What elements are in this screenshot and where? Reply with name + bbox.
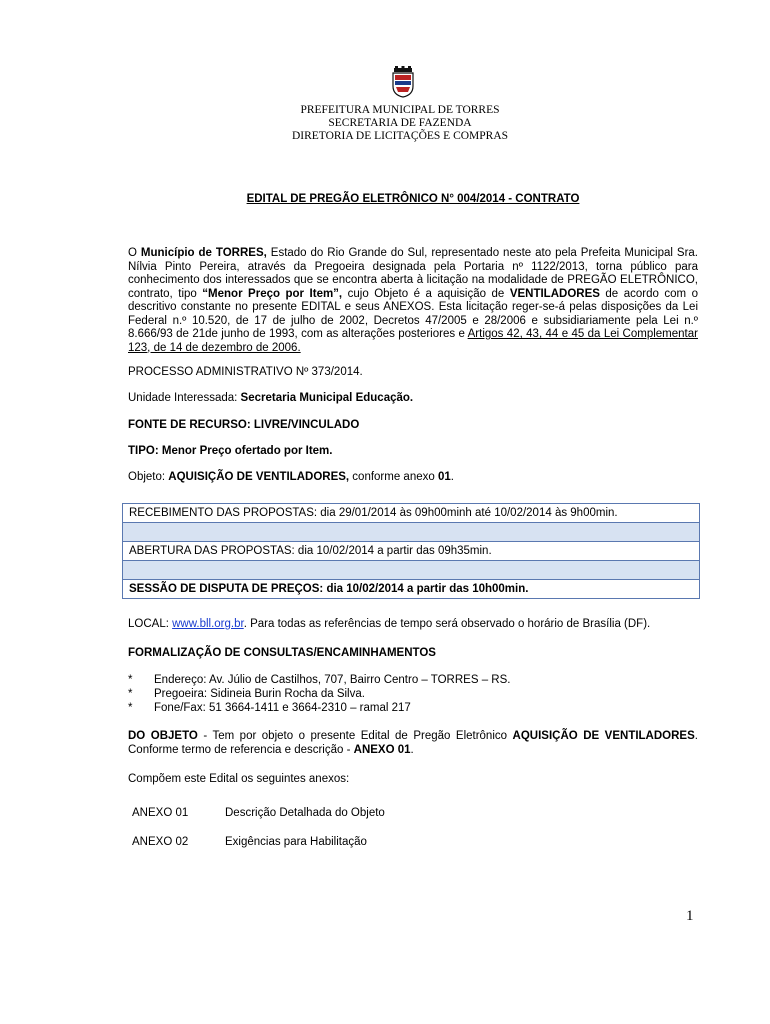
local-line: LOCAL: www.bll.org.br. Para todas as referências de tempo será observado o horário de Brasília (DF). <box>128 618 651 630</box>
table-spacer <box>123 523 700 542</box>
tipo-line: TIPO: Menor Preço ofertado por Item. <box>128 445 333 457</box>
fonte-line: FONTE DE RECURSO: LIVRE/VINCULADO <box>128 419 360 431</box>
abertura-cell: ABERTURA DAS PROPOSTAS: dia 10/02/2014 a partir das 09h35min. <box>123 542 700 561</box>
document-header <box>0 104 770 143</box>
annex-row <box>132 807 385 819</box>
annex-code: ANEXO 02 <box>132 836 189 848</box>
do-objeto-paragraph: DO OBJETO - Tem por objeto o presente Edital de Pregão Eletrônico AQUISIÇÃO DE VENTILADORES. Conforme termo de referencia e descrição - ANEXO 01. <box>128 730 698 756</box>
unidade-line: Unidade Interessada: Secretaria Municipal Educação. <box>128 392 414 404</box>
annex-row <box>132 836 367 848</box>
bll-link[interactable]: www.bll.org.br <box>172 618 244 630</box>
processo-line: PROCESSO ADMINISTRATIVO Nº 373/2014. <box>128 366 363 378</box>
header-line-secretaria: SECRETARIA DE FAZENDA <box>328 117 472 129</box>
dates-table <box>122 503 700 599</box>
sessao-cell: SESSÃO DE DISPUTA DE PREÇOS: dia 10/02/2014 a partir das 10h00min. <box>123 580 700 599</box>
objeto-line: Objeto: AQUISIÇÃO DE VENTILADORES, conforme anexo 01. <box>128 471 454 483</box>
intro-paragraph: O Município de TORRES, Estado do Rio Grande do Sul, representado neste ato pela Prefeita Municipal Sra. Nílvia Pinto Pereira, através da Pregoeira designada pela Portaria nº 1122/2013, torna público para conhecimento dos interessados que se encontra aberta à licitação na modalidade de PREGÃO ELETRÔNICO, contrato, tipo “Menor Preço por Item”, cujo Objeto é a aquisição de VENTILADORES de acordo com o descritivo constante no presente EDITAL e seus ANEXOS. Esta licitação reger-se-á pelas disposições da Lei Federal n.º 10.520, de 17 de julho de 2002, Decretos 47/2005 e 28/2006 e subsidiariamente pela Lei n.º 8.666/93 de 21de junho de 1993, com as alterações posteriores e Artigos 42, 43, 44 e 45 da Lei Complementar 123, de 14 de dezembro de 2006. <box>128 247 698 354</box>
contact-list <box>128 673 510 715</box>
annex-description: Descrição Detalhada do Objeto <box>225 807 385 819</box>
recebimento-cell: RECEBIMENTO DAS PROPOSTAS: dia 29/01/2014 às 09h00minh até 10/02/2014 às 9h00min. <box>123 504 700 523</box>
compoem-line: Compõem este Edital os seguintes anexos: <box>128 773 350 785</box>
list-item: * Endereço: Av. Júlio de Castilhos, 707, Bairro Centro – TORRES – RS. <box>128 674 511 686</box>
list-item: * Pregoeira: Sidineia Burin Rocha da Silva. <box>128 688 365 700</box>
annex-description: Exigências para Habilitação <box>225 836 367 848</box>
table-spacer <box>123 561 700 580</box>
page-number: 1 <box>686 908 694 924</box>
municipal-crest-icon <box>388 66 418 98</box>
document-title: EDITAL DE PREGÃO ELETRÔNICO N° 004/2014 - CONTRATO <box>246 193 580 205</box>
annex-code: ANEXO 01 <box>132 807 189 819</box>
formalizacao-heading: FORMALIZAÇÃO DE CONSULTAS/ENCAMINHAMENTOS <box>128 647 436 659</box>
header-line-prefeitura: PREFEITURA MUNICIPAL DE TORRES <box>300 104 500 116</box>
list-item: * Fone/Fax: 51 3664-1411 e 3664-2310 – ramal 217 <box>128 702 411 714</box>
header-line-diretoria: DIRETORIA DE LICITAÇÕES E COMPRAS <box>291 130 509 142</box>
